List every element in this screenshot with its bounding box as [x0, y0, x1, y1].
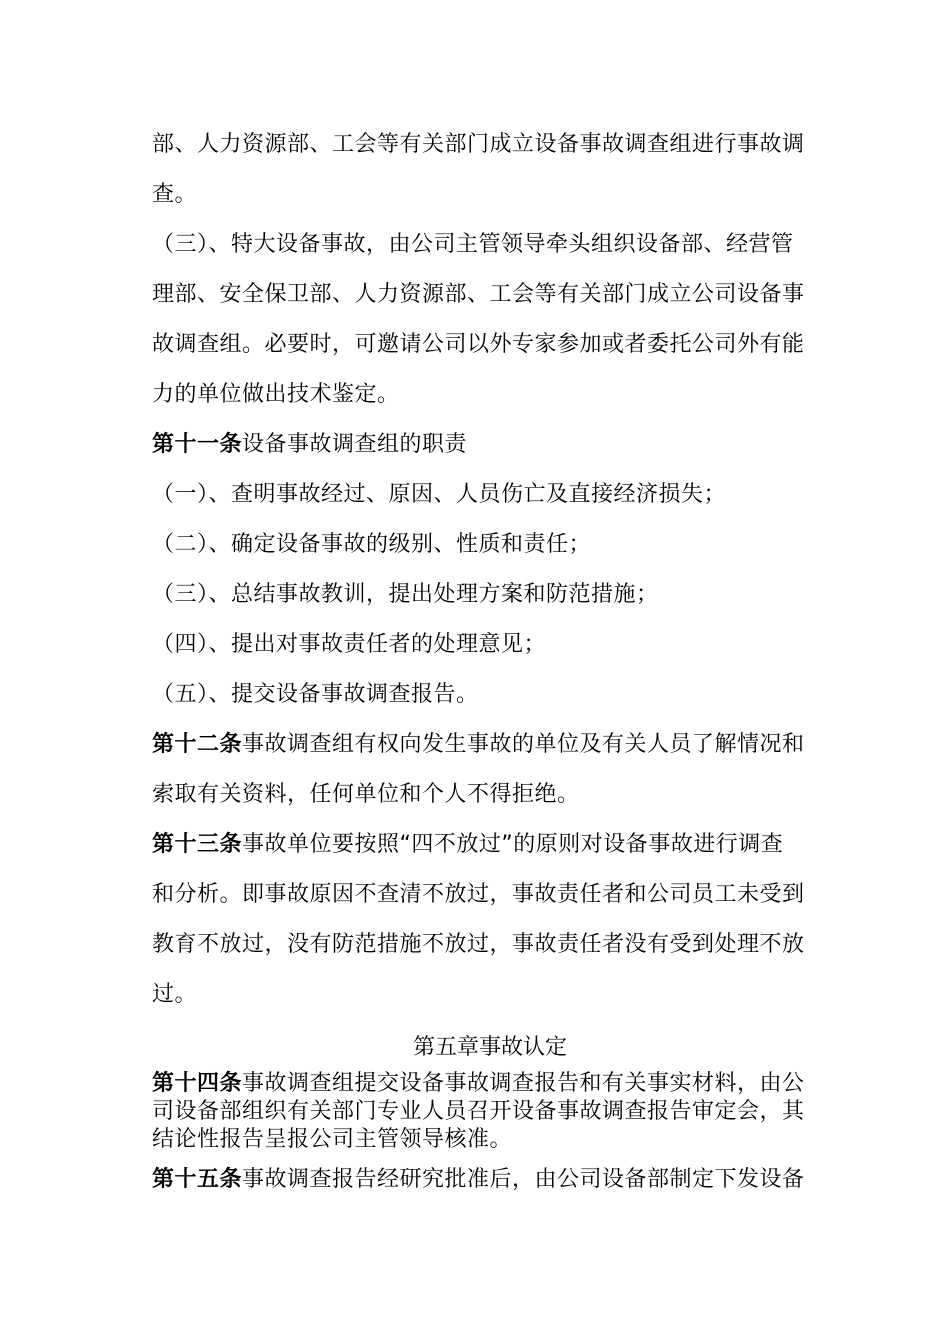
list-item: （二）、确定设备事故的级别、性质和责任； [152, 532, 592, 557]
article-14-line-1 [152, 1070, 832, 1098]
article-14-line-3: 结论性报告呈报公司主管领导核准。 [152, 1127, 513, 1152]
article-13-line-1 [152, 830, 832, 860]
list-item: （四）、提出对事故责任者的处理意见； [152, 632, 547, 657]
paragraph-line: 查。 [152, 182, 198, 207]
article-12-line-1 [152, 730, 832, 760]
article-text: 事故单位要按照“四不放过”的原则对设备事故进行调查 [242, 832, 784, 857]
paragraph-line: 理部、安全保卫部、人力资源部、工会等有关部门成立公司设备事 [152, 282, 805, 307]
article-label: 第十四条 [152, 1071, 243, 1096]
article-text: 设备事故调查组的职责 [242, 432, 468, 457]
article-14-line-2: 司设备部组织有关部门专业人员召开设备事故调查报告审定会，其 [152, 1099, 805, 1124]
article-12-line-2: 索取有关资料，任何单位和个人不得拒绝。 [152, 782, 580, 807]
list-item: （三）、总结事故教训，提出处理方案和防范措施； [152, 582, 659, 607]
article-13-line-3: 教育不放过，没有防范措施不放过，事故责任者没有受到处理不放 [152, 932, 805, 957]
article-text: 事故调查组有权向发生事故的单位及有关人员了解情况和 [242, 732, 805, 757]
list-item: （五）、提交设备事故调查报告。 [152, 682, 479, 707]
paragraph-line: 故调查组。必要时，可邀请公司以外专家参加或者委托公司外有能 [152, 332, 805, 357]
article-11-heading [152, 430, 832, 460]
article-15-line-1 [152, 1165, 832, 1195]
paragraph-line: 部、人力资源部、工会等有关部门成立设备事故调查组进行事故调 [152, 132, 805, 157]
article-text: 事故调查组提交设备事故调查报告和有关事实材料，由公 [242, 1071, 805, 1096]
article-13-line-4: 过。 [152, 982, 198, 1007]
article-text: 事故调查报告经研究批准后，由公司设备部制定下发设备 [242, 1167, 805, 1192]
article-label: 第十二条 [152, 732, 243, 757]
paragraph-line: （三）、特大设备事故，由公司主管领导牵头组织设备部、经营管 [152, 232, 794, 257]
article-label: 第十一条 [152, 432, 243, 457]
article-13-line-2: 和分析。即事故原因不查清不放过，事故责任者和公司员工未受到 [152, 882, 805, 907]
chapter-title: 第五章事故认定 [412, 1035, 567, 1060]
list-item: （一）、查明事故经过、原因、人员伤亡及直接经济损失； [152, 482, 727, 507]
article-label: 第十五条 [152, 1167, 243, 1192]
article-label: 第十三条 [152, 832, 243, 857]
paragraph-line: 力的单位做出技术鉴定。 [152, 382, 400, 407]
